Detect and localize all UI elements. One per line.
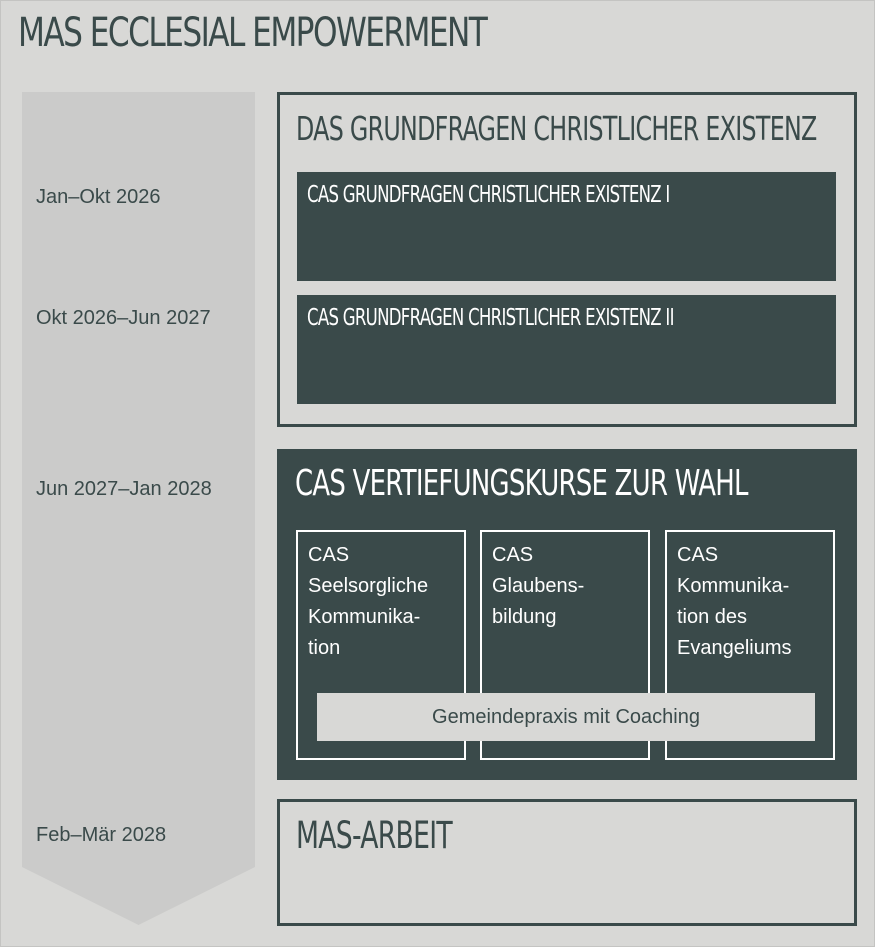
date-label-1: Jan–Okt 2026 [36,186,161,208]
block-mas-arbeit-heading: MAS-ARBEIT [296,814,452,857]
page-title: MAS ECCLESIAL EMPOWERMENT [18,10,487,56]
date-label-4: Feb–Mär 2028 [36,824,167,846]
block-mas-arbeit [277,799,857,926]
gemeindepraxis-bar: Gemeindepraxis mit Coaching [317,693,815,741]
block-grundfragen-heading: DAS GRUNDFRAGEN CHRISTLICHER EXISTENZ [296,109,817,148]
block-vertiefungskurse-heading: CAS VERTIEFUNGSKURSE ZUR WAHL [295,463,748,504]
cas-grundfragen-2-label: CAS GRUNDFRAGEN CHRISTLICHER EXISTENZ II [307,305,674,331]
cas-grundfragen-1 [297,172,836,281]
timeline-arrow [22,92,255,925]
date-label-2: Okt 2026–Jun 2027 [36,307,211,329]
course-label: CAS Seelsorgliche Kommunika- tion [308,544,429,659]
course-label: CAS Kommunika- tion des Evangeliums [677,544,792,659]
cas-grundfragen-1-label: CAS GRUNDFRAGEN CHRISTLICHER EXISTENZ I [307,182,670,208]
date-label-3: Jun 2027–Jan 2028 [36,478,212,500]
course-label: CAS Glaubens- bildung [492,544,585,628]
cas-grundfragen-2 [297,295,836,404]
